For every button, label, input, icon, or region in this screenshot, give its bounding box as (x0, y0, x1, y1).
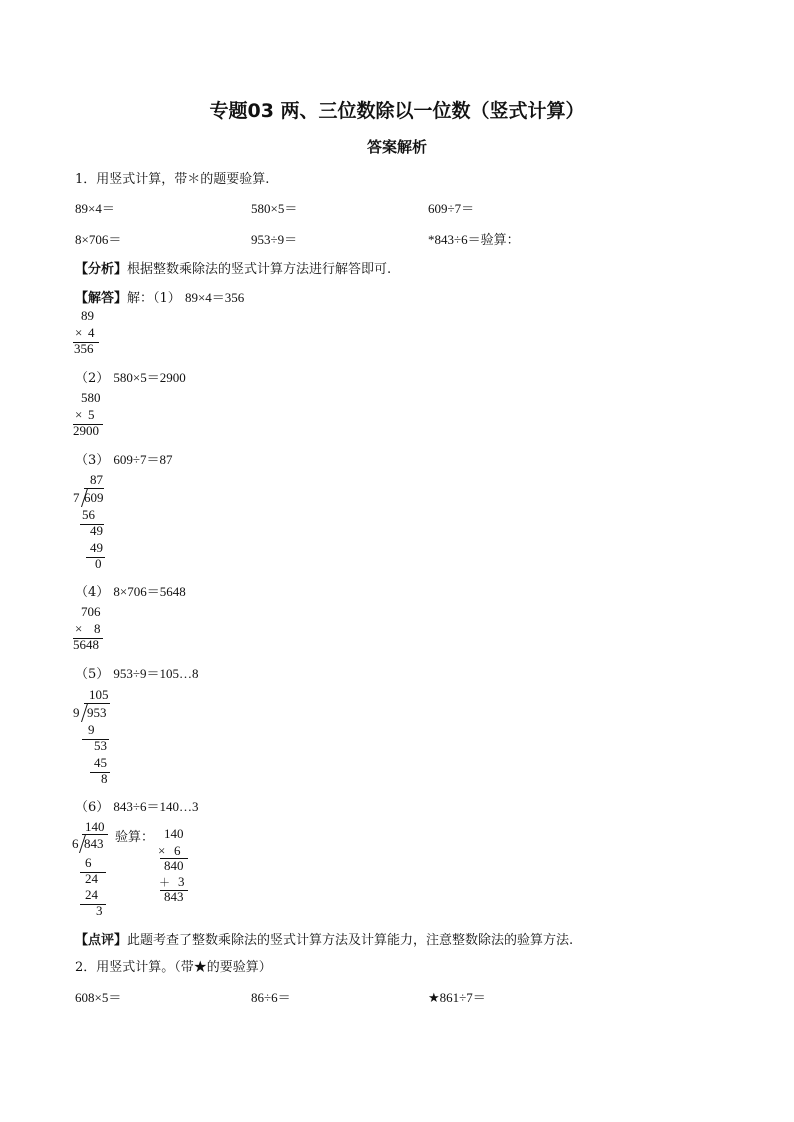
comment-text: 此题考查了整数乘除法的竖式计算方法及计算能力，注意整数除法的验算方法. (127, 933, 574, 948)
q1-problem-4: 8×706＝ (75, 232, 122, 247)
q2-problem-2: 86÷6＝ (251, 990, 291, 1005)
v3-remainder-2: 0 (95, 556, 102, 571)
q2-problem-3: ★861÷7＝ (428, 990, 486, 1005)
v1-operator: × (75, 325, 83, 340)
v6-subtract-1: 6 (85, 855, 92, 870)
v6-quotient: 140 (85, 819, 105, 834)
page-title: 专题03 两、三位数除以一位数（竖式计算） (209, 100, 585, 122)
v3-subtract-2: 49 (90, 540, 103, 555)
v3-bracket-top (84, 488, 104, 489)
solution-step-6 (75, 796, 199, 815)
v6-remainder-1: 24 (85, 871, 98, 886)
v5-subtract-2: 45 (94, 755, 107, 770)
v5-quotient: 105 (89, 687, 109, 702)
solution-step-4 (75, 581, 186, 600)
v4-multiplicand: 706 (81, 604, 101, 619)
check-multiplicand: 140 (164, 826, 184, 841)
v3-subtract-1: 56 (82, 507, 95, 522)
q1-problem-3: 609÷7＝ (428, 201, 475, 216)
q1-problem-1: 89×4＝ (75, 201, 115, 216)
v1-result: 356 (74, 341, 94, 356)
check-multiplier: 6 (174, 843, 181, 858)
v5-bracket-top (84, 703, 110, 704)
analysis-label: 【分析】 (75, 262, 128, 277)
solution-eq-5: 953÷9＝105…8 (113, 666, 199, 681)
v4-multiplier: 8 (94, 621, 101, 636)
v6-remainder-2: 3 (96, 903, 103, 918)
v1-multiplicand: 89 (81, 308, 94, 323)
solution-step-2 (75, 367, 186, 386)
check-label: 验算： (115, 830, 155, 845)
solution-intro (75, 287, 244, 306)
v6-divisor: 6 (72, 836, 79, 851)
check-product: 840 (164, 858, 184, 873)
v5-remainder-1: 53 (94, 738, 107, 753)
analysis (75, 258, 391, 277)
comment (75, 929, 573, 948)
v6-subtract-2: 24 (85, 887, 98, 902)
question-1-prompt: 1．用竖式计算，带＊的题要验算. (75, 172, 270, 187)
q1-problem-6: *843÷6＝验算： (428, 232, 520, 247)
v2-multiplier: 5 (88, 407, 95, 422)
solution-step-5-label: （5） (75, 667, 110, 682)
v6-dividend: 843 (84, 836, 104, 851)
question-2-prompt: 2．用竖式计算。（带★的要验算） (75, 960, 272, 975)
v2-result: 2900 (73, 423, 99, 438)
v3-dividend: 609 (84, 490, 104, 505)
check-result: 843 (164, 889, 184, 904)
v1-multiplier: 4 (88, 325, 95, 340)
v3-quotient: 87 (90, 472, 103, 487)
solution-eq-2: 580×5＝2900 (113, 370, 186, 385)
page-subtitle: 答案解析 (366, 138, 427, 156)
solution-step-1-label: 解：（1） (127, 291, 181, 306)
q2-problem-1: 608×5＝ (75, 990, 122, 1005)
v5-dividend: 953 (87, 705, 107, 720)
v3-remainder-1: 49 (90, 523, 103, 538)
v4-operator: × (75, 621, 83, 636)
analysis-text: 根据整数乘除法的竖式计算方法进行解答即可. (127, 262, 392, 277)
v5-remainder-2: 8 (101, 771, 108, 786)
solution-step-3-label: （3） (75, 453, 110, 468)
solution-eq-3: 609÷7＝87 (113, 452, 173, 467)
v6-bracket-top (82, 834, 108, 835)
check-operator-1: × (158, 843, 166, 858)
comment-label: 【点评】 (75, 933, 128, 948)
v5-divisor: 9 (73, 705, 80, 720)
solution-eq-1: 89×4＝356 (184, 290, 245, 305)
solution-step-4-label: （4） (75, 585, 110, 600)
check-remainder: 3 (178, 874, 185, 889)
q1-problem-5: 953÷9＝ (251, 232, 298, 247)
v3-divisor: 7 (73, 490, 80, 505)
solution-label: 【解答】 (75, 291, 128, 306)
solution-step-2-label: （2） (75, 371, 110, 386)
solution-step-5 (75, 663, 199, 682)
solution-step-3 (75, 449, 173, 468)
check-operator-2: ＋ (159, 876, 170, 889)
v4-result: 5648 (73, 637, 99, 652)
v2-multiplicand: 580 (81, 390, 101, 405)
v5-subtract-1: 9 (88, 722, 95, 737)
solution-step-6-label: （6） (75, 800, 110, 815)
solution-eq-6: 843÷6＝140…3 (113, 799, 199, 814)
solution-eq-4: 8×706＝5648 (113, 584, 186, 599)
v2-operator: × (75, 407, 83, 422)
q1-problem-2: 580×5＝ (251, 201, 298, 216)
